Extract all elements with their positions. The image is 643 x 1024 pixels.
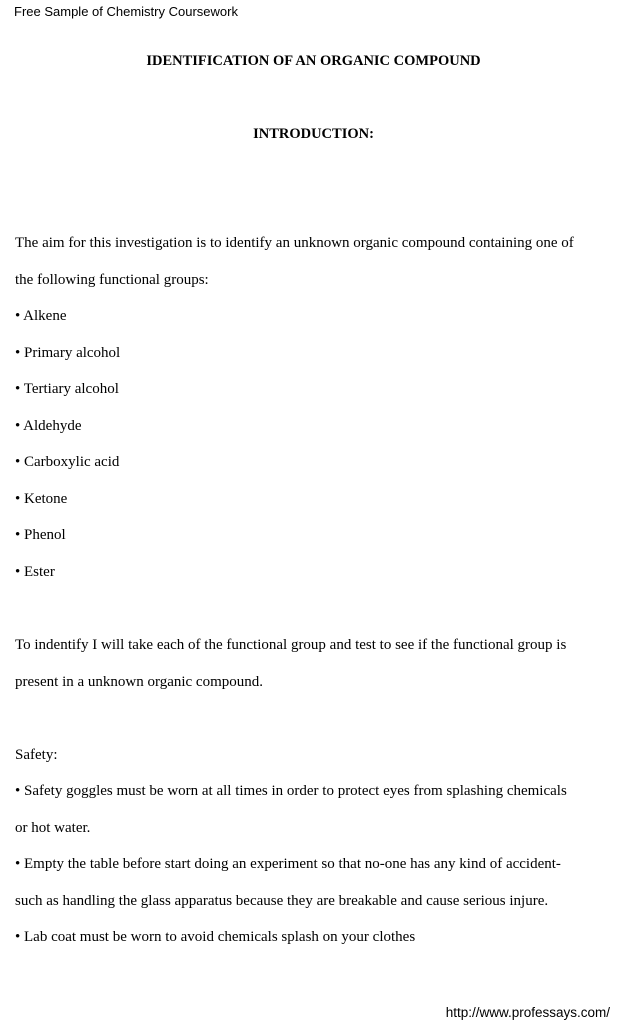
functional-group-item: • Phenol	[15, 527, 66, 543]
intro-paragraph-line: the following functional groups:	[15, 272, 209, 288]
safety-line: such as handling the glass apparatus because they are breakable and cause serious injure.	[15, 893, 549, 909]
intro-paragraph-line: The aim for this investigation is to identify an unknown organic compound containing one of	[15, 235, 574, 251]
safety-line: • Safety goggles must be worn at all times in order to protect eyes from splashing chemicals	[15, 783, 567, 799]
safety-line: • Empty the table before start doing an experiment so that no-one has any kind of accident-	[15, 856, 561, 872]
functional-group-item: • Carboxylic acid	[15, 454, 120, 470]
functional-group-item: • Tertiary alcohol	[15, 381, 119, 397]
safety-line: • Lab coat must be worn to avoid chemicals splash on your clothes	[15, 929, 416, 945]
safety-line: or hot water.	[15, 820, 91, 836]
functional-group-item: • Ketone	[15, 491, 68, 507]
document-title: IDENTIFICATION OF AN ORGANIC COMPOUND	[146, 53, 481, 69]
safety-heading: Safety:	[15, 747, 58, 763]
functional-group-item: • Aldehyde	[15, 418, 82, 434]
functional-group-item: • Primary alcohol	[15, 345, 121, 361]
method-paragraph-line: present in a unknown organic compound.	[15, 674, 264, 690]
functional-group-item: • Ester	[15, 564, 55, 580]
method-paragraph-line: To indentify I will take each of the functional group and test to see if the functional group is	[15, 637, 567, 653]
header-note: Free Sample of Chemistry Coursework	[14, 4, 238, 19]
functional-group-item: • Alkene	[15, 308, 67, 324]
introduction-heading: INTRODUCTION:	[253, 126, 374, 142]
footer-url-link[interactable]: http://www.professays.com/	[445, 1005, 610, 1020]
